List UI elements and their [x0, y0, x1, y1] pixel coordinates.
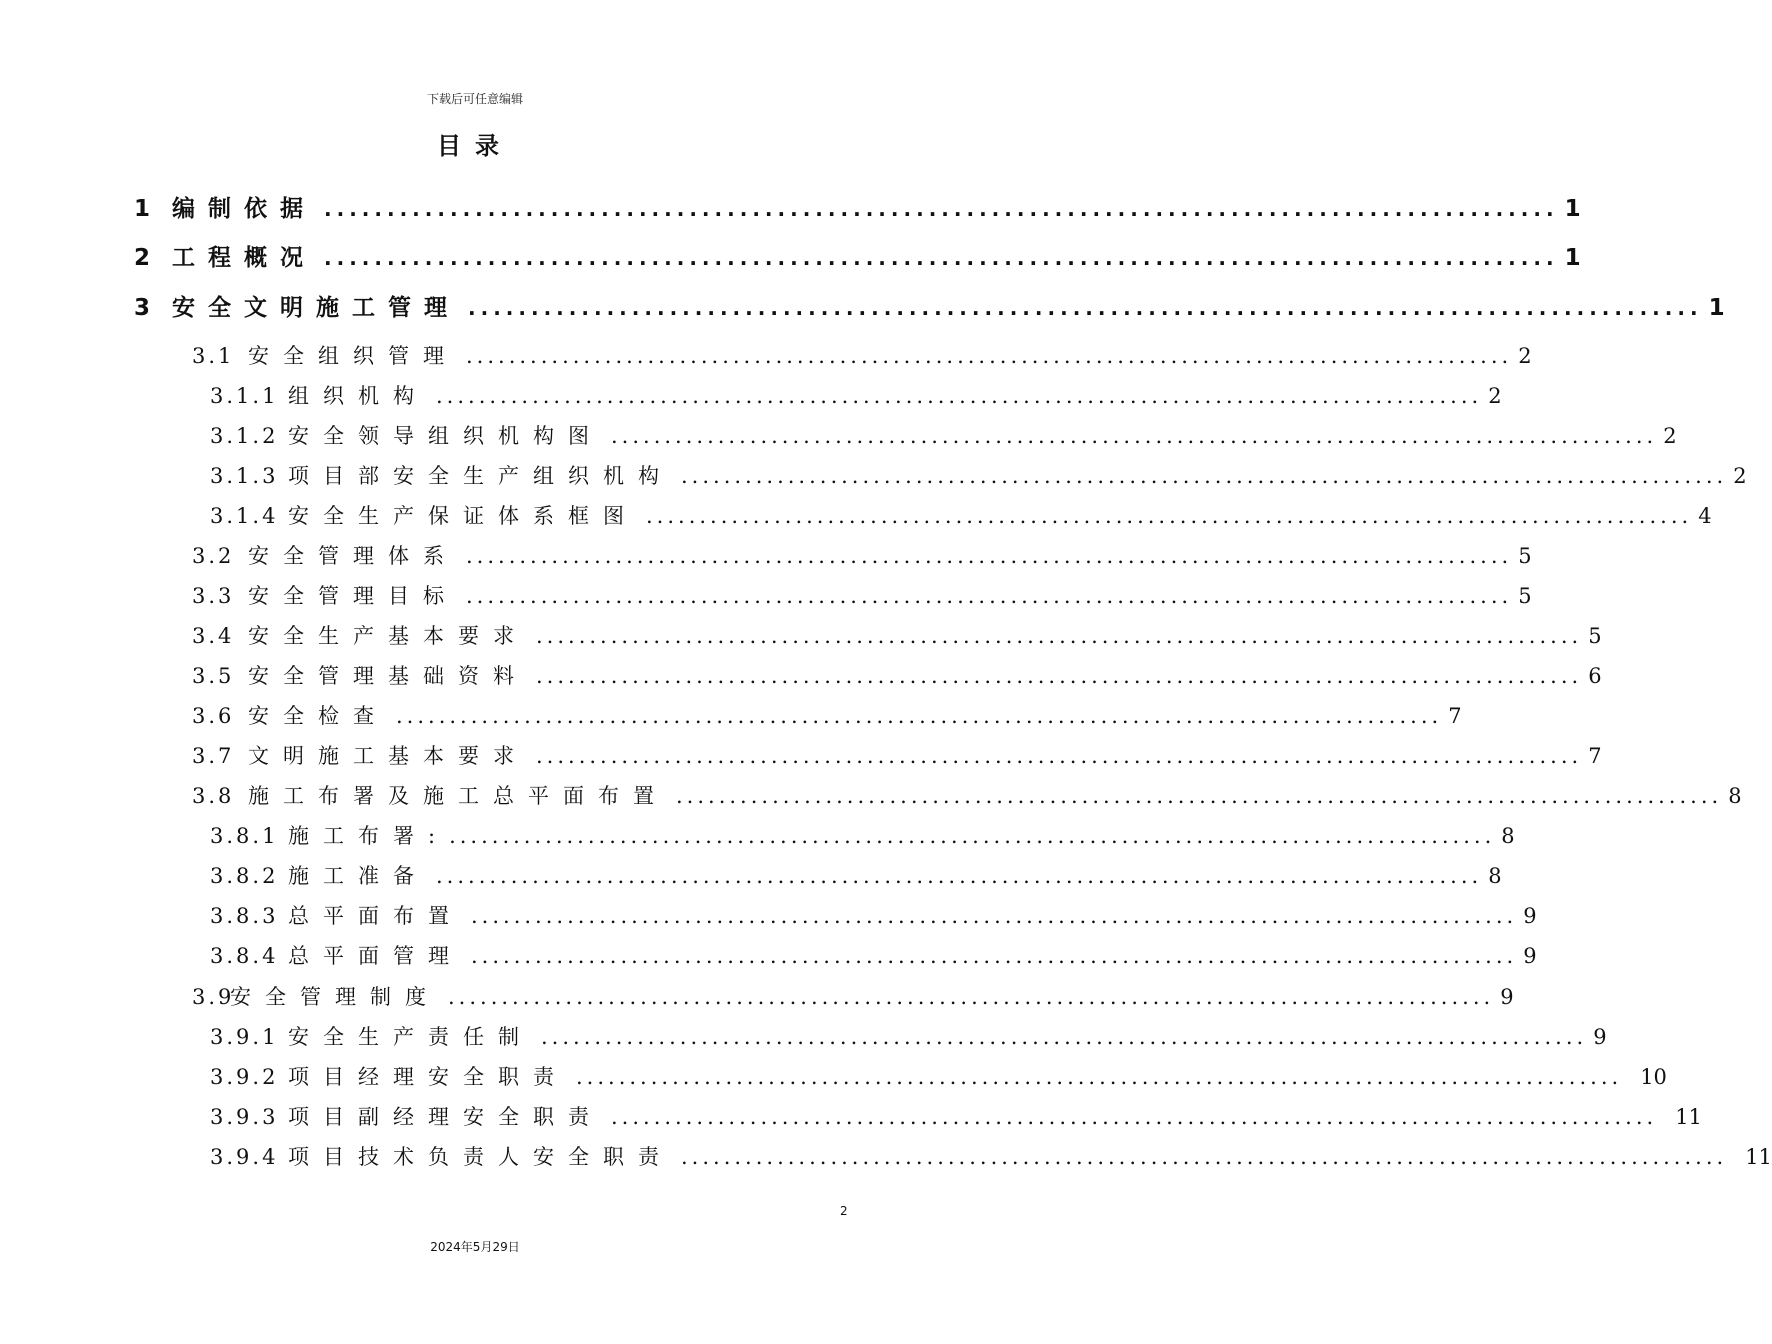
toc-entry-number: 3.9.4	[210, 1145, 279, 1169]
toc-entry-label: 施工布署及施工总平面布置	[248, 784, 668, 808]
toc-leader-dots: ..................................................................................................	[471, 944, 1518, 968]
toc-entry[interactable]	[210, 820, 1515, 850]
toc-entry-label: 项目经理安全职责	[288, 1065, 568, 1089]
toc-entry-page: 8	[1488, 864, 1502, 888]
toc-entry-page: 8	[1501, 824, 1515, 848]
toc-entry[interactable]	[192, 780, 1742, 810]
toc-entry-page: 2	[1733, 464, 1747, 488]
toc-entry-page: 5	[1518, 544, 1532, 568]
toc-entry-label: 安全领导组织机构图	[288, 424, 603, 448]
toc-entry-number: 3.6	[192, 704, 235, 728]
toc-leader-dots: ..................................................................................................	[576, 1065, 1623, 1089]
toc-entry-number: 3.3	[192, 584, 235, 608]
toc-leader-dots: ..................................................................................................	[468, 296, 1703, 320]
toc-entry-page: 1	[1564, 196, 1581, 222]
toc-entry-label: 安全文明施工管理	[172, 295, 460, 321]
toc-entry-number: 3.9.3	[210, 1105, 279, 1129]
toc-entry-number: 3.9.1	[210, 1025, 279, 1049]
toc-entry[interactable]	[210, 380, 1502, 410]
toc-entry[interactable]	[192, 700, 1462, 730]
toc-leader-dots: ..................................................................................................	[466, 584, 1513, 608]
toc-entry[interactable]	[134, 190, 1581, 223]
toc-entry[interactable]	[210, 860, 1502, 890]
toc-entry[interactable]	[134, 289, 1725, 322]
toc-entry-label: 文明施工基本要求	[248, 744, 528, 768]
toc-entry-number: 3.8.2	[210, 864, 279, 888]
toc-entry-page: 9	[1523, 944, 1537, 968]
toc-entry[interactable]	[210, 940, 1537, 970]
toc-entry-page: 2	[1663, 424, 1677, 448]
toc-entry-page: 4	[1698, 504, 1712, 528]
toc-entry[interactable]	[192, 540, 1532, 570]
toc-leader-dots: ..................................................................................................	[436, 864, 1483, 888]
toc-entry[interactable]	[210, 900, 1537, 930]
toc-entry[interactable]	[192, 620, 1602, 650]
toc-entry-page: 7	[1448, 704, 1462, 728]
toc-entry-page: 2	[1518, 344, 1532, 368]
toc-entry-label: 项目部安全生产组织机构	[288, 464, 673, 488]
toc-entry[interactable]	[210, 500, 1712, 530]
toc-entry-number: 3.9.2	[210, 1065, 279, 1089]
toc-entry[interactable]	[192, 740, 1602, 770]
toc-leader-dots: ..................................................................................................	[324, 197, 1559, 221]
toc-entry-number: 3.1.2	[210, 424, 279, 448]
toc-entry-label: 安全管理基础资料	[248, 664, 528, 688]
toc-entry-page: 9	[1500, 985, 1514, 1009]
toc-entry-number: 3.1.1	[210, 384, 279, 408]
toc-entry-label: 编制依据	[172, 196, 316, 222]
toc-entry[interactable]	[210, 1101, 1702, 1131]
toc-entry-page: 10	[1640, 1065, 1667, 1089]
toc-leader-dots: ..................................................................................................	[466, 544, 1513, 568]
toc-entry-number: 1	[134, 196, 151, 222]
toc-entry-label: 组织机构	[288, 384, 428, 408]
toc-leader-dots: ..................................................................................................	[466, 344, 1513, 368]
toc-entry[interactable]	[192, 660, 1602, 690]
toc-leader-dots: ..................................................................................................	[471, 904, 1518, 928]
toc-entry-page: 9	[1593, 1025, 1607, 1049]
toc-leader-dots: ..................................................................................................	[681, 464, 1728, 488]
toc-leader-dots: ..................................................................................................	[436, 384, 1483, 408]
toc-entry-number: 3.5	[192, 664, 235, 688]
toc-entry-number: 3.9	[192, 985, 235, 1009]
toc-leader-dots: ..................................................................................................	[448, 985, 1495, 1009]
toc-entry-page: 6	[1588, 664, 1602, 688]
toc-entry-label: 安全生产基本要求	[248, 624, 528, 648]
toc-entry-label: 安全生产保证体系框图	[288, 504, 638, 528]
toc-entry-number: 3.7	[192, 744, 235, 768]
toc-leader-dots: ..................................................................................................	[611, 1105, 1658, 1129]
toc-entry[interactable]	[210, 1021, 1607, 1051]
toc-entry[interactable]	[210, 460, 1747, 490]
toc-entry-label: 安全管理体系	[248, 544, 458, 568]
toc-entry-label: 总平面布置	[288, 904, 463, 928]
toc-leader-dots: ..................................................................................................	[396, 704, 1443, 728]
toc-entry-number: 3.4	[192, 624, 235, 648]
toc-entry-page: 7	[1588, 744, 1602, 768]
toc-entry-number: 3.1	[192, 344, 235, 368]
toc-leader-dots: ..................................................................................................	[536, 664, 1583, 688]
toc-entry-page: 5	[1518, 584, 1532, 608]
toc-entry-number: 3.8.3	[210, 904, 279, 928]
toc-entry-number: 3.8.4	[210, 944, 279, 968]
page-number: 2	[840, 1204, 848, 1218]
toc-entry-label: 工程概况	[172, 245, 316, 271]
toc-entry[interactable]	[210, 1141, 1772, 1171]
toc-entry[interactable]	[192, 580, 1532, 610]
toc-leader-dots: ..................................................................................................	[536, 744, 1583, 768]
toc-entry-label: 安全组织管理	[248, 344, 458, 368]
toc-leader-dots: ..................................................................................................	[449, 824, 1496, 848]
toc-entry-label: 项目技术负责人安全职责	[288, 1145, 673, 1169]
toc-leader-dots: ..................................................................................................	[536, 624, 1583, 648]
toc-leader-dots: ..................................................................................................	[324, 246, 1559, 270]
toc-entry-label: 安全检查	[248, 704, 388, 728]
toc-entry[interactable]	[210, 1061, 1667, 1091]
toc-entry-page: 1	[1564, 245, 1581, 271]
toc-entry-number: 3.8	[192, 784, 235, 808]
toc-leader-dots: ..................................................................................................	[676, 784, 1723, 808]
toc-entry-number: 3.2	[192, 544, 235, 568]
toc-entry-label: 施工布署:	[288, 824, 450, 848]
toc-leader-dots: ..................................................................................................	[611, 424, 1658, 448]
toc-entry-number: 3	[134, 295, 151, 321]
toc-entry-page: 9	[1523, 904, 1537, 928]
toc-entry-page: 11	[1675, 1105, 1702, 1129]
toc-entry[interactable]	[192, 340, 1532, 370]
toc-entry-number: 3.1.3	[210, 464, 279, 488]
toc-entry-page: 5	[1588, 624, 1602, 648]
toc-entry-label: 安全管理目标	[248, 584, 458, 608]
toc-title: 目录	[437, 132, 513, 160]
toc-entry-page: 8	[1728, 784, 1742, 808]
toc-entry-label: 项目副经理安全职责	[288, 1105, 603, 1129]
toc-leader-dots: ..................................................................................................	[541, 1025, 1588, 1049]
toc-entry-label: 安全管理制度	[230, 985, 440, 1009]
toc-entry[interactable]	[134, 239, 1581, 272]
toc-entry-label: 施工准备	[288, 864, 428, 888]
toc-entry-label: 总平面管理	[288, 944, 463, 968]
toc-entry-page: 2	[1488, 384, 1502, 408]
toc-leader-dots: ..................................................................................................	[681, 1145, 1728, 1169]
footer-date: 2024年5月29日	[430, 1240, 520, 1254]
toc-entry-label: 安全生产责任制	[288, 1025, 533, 1049]
toc-entry-number: 2	[134, 245, 151, 271]
toc-entry-page: 11	[1745, 1145, 1772, 1169]
toc-entry-number: 3.8.1	[210, 824, 279, 848]
toc-leader-dots: ..................................................................................................	[646, 504, 1693, 528]
toc-entry-page: 1	[1708, 295, 1725, 321]
toc-entry[interactable]	[192, 981, 1514, 1011]
toc-entry[interactable]	[210, 420, 1677, 450]
toc-entry-number: 3.1.4	[210, 504, 279, 528]
header-note: 下载后可任意编辑	[426, 92, 523, 106]
